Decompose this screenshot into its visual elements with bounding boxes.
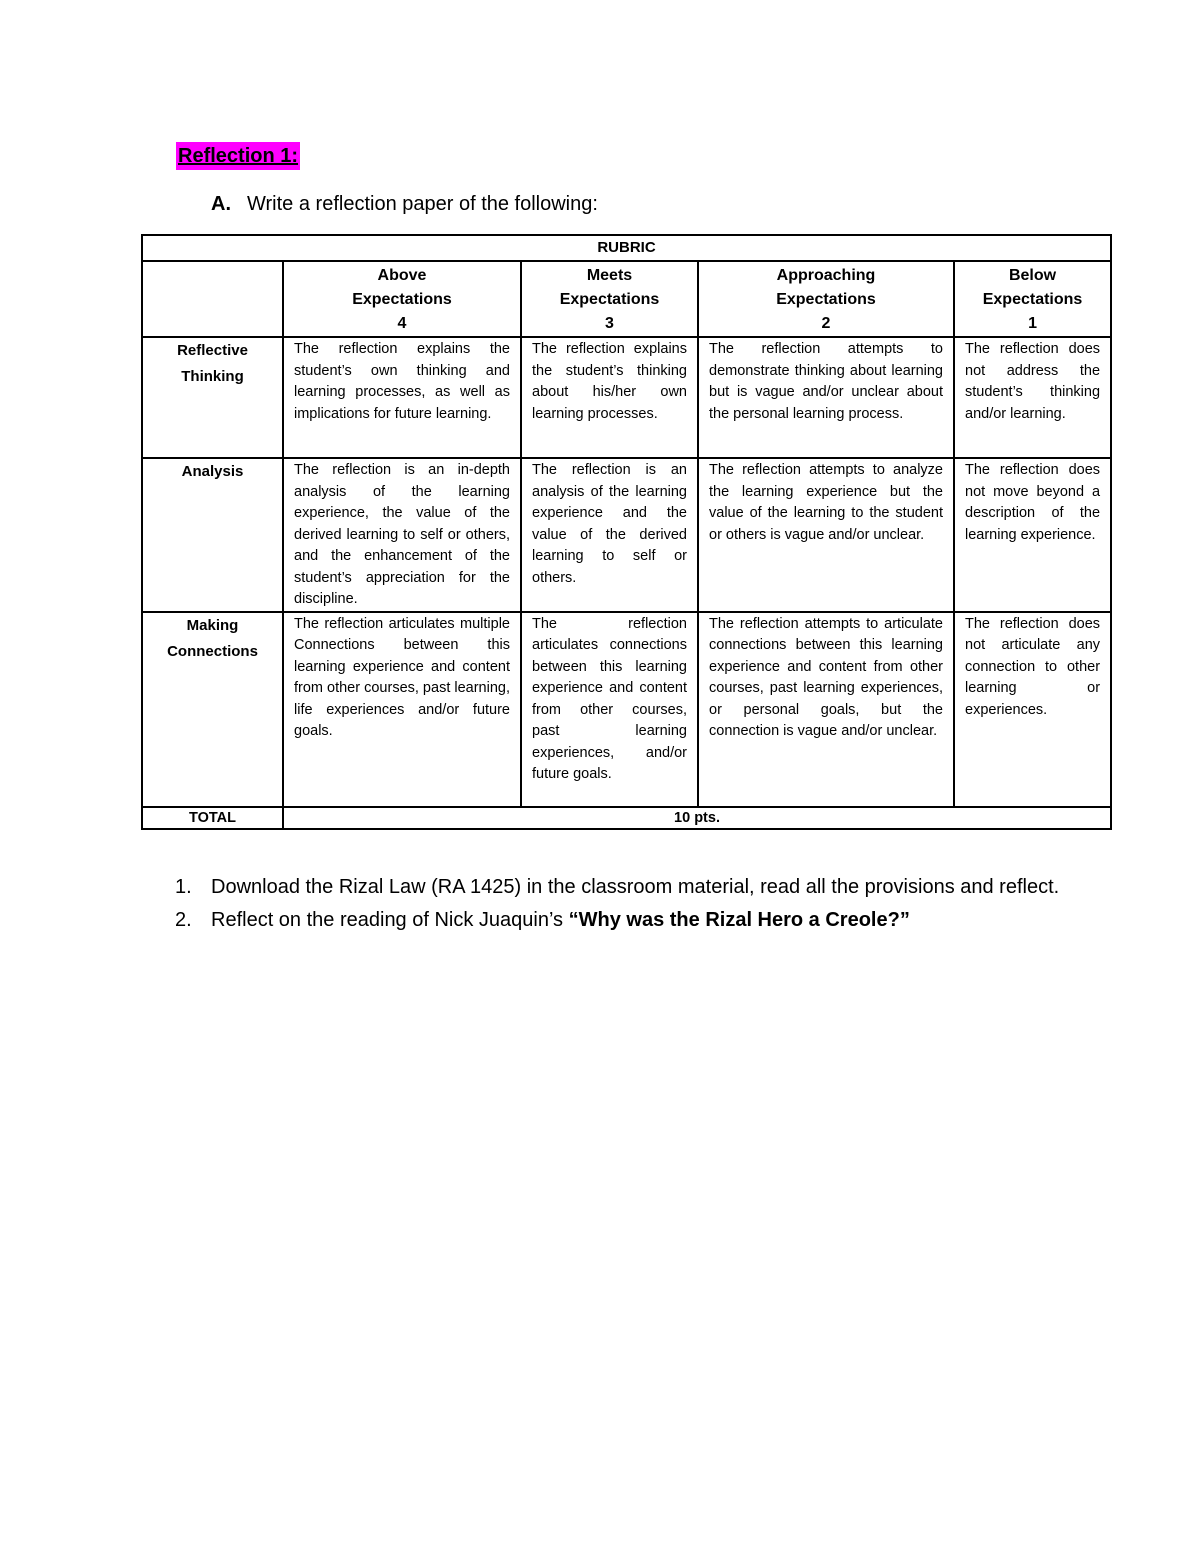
rubric-cell: The reflection articulates multiple Connections between this learning experience and content from other courses, past learning, life experiences and/or future goals.: [283, 612, 521, 807]
rubric-corner-cell: [142, 261, 283, 337]
rubric-cell: The reflection does not address the student’s thinking and/or learning.: [954, 337, 1111, 458]
level-name: Expectations: [776, 291, 876, 308]
level-name: Meets: [586, 267, 633, 284]
task-text: Download the Rizal Law (RA 1425) in the classroom material, read all the provisions and reflect.: [211, 876, 1060, 898]
rubric-row-analysis: [142, 458, 1111, 612]
level-name: Above: [377, 267, 427, 284]
task-number: 1.: [175, 876, 192, 898]
rubric-cell: The reflection does not move beyond a description of the learning experience.: [954, 458, 1111, 612]
rubric-cell: The reflection attempts to articulate connections between this learning experience and content from other courses, past learning experiences, or personal goals, but the connection is vague and/or unclear.: [698, 612, 954, 807]
total-label: TOTAL: [142, 807, 283, 829]
rubric-row-making-connections: [142, 612, 1111, 807]
level-header-above: [283, 261, 521, 337]
total-value: 10 pts.: [283, 807, 1111, 829]
criterion-reflective-thinking: [142, 337, 283, 458]
level-name: Expectations: [559, 291, 660, 308]
level-score: 3: [605, 315, 614, 332]
rubric-cell: The reflection is an analysis of the learning experience and the value of the derived learning to self or others.: [521, 458, 698, 612]
level-score: 1: [1028, 315, 1037, 332]
rubric-cell: The reflection attempts to analyze the learning experience but the value of the learning to the student or others is vague and/or unclear.: [698, 458, 954, 612]
rubric-header-row: [142, 261, 1111, 337]
task-text: Reflect on the reading of Nick Juaquin’s: [211, 909, 569, 931]
level-name: Expectations: [982, 291, 1083, 308]
criterion-analysis: [142, 458, 283, 612]
rubric-cell: The reflection is an in-depth analysis of the learning experience, the value of the derived learning to self or others, and the enhancement of the student’s appreciation for the discipline.: [283, 458, 521, 612]
level-header-approaching: [698, 261, 954, 337]
section-a-heading: [211, 190, 598, 218]
rubric-cell: The reflection attempts to demonstrate thinking about learning but is vague and/or unclear about the personal learning process.: [698, 337, 954, 458]
rubric-caption: RUBRIC: [142, 235, 1111, 261]
criterion-making-connections: [142, 612, 283, 807]
rubric-cell: The reflection does not articulate any connection to other learning or experiences.: [954, 612, 1111, 807]
section-text: Write a reflection paper of the following:: [247, 193, 598, 215]
level-header-meets: [521, 261, 698, 337]
criterion-label: Making: [186, 616, 239, 634]
task-list: [175, 872, 1075, 938]
section-marker: A.: [211, 193, 231, 215]
list-item: [175, 872, 1075, 903]
criterion-label: Analysis: [181, 463, 244, 480]
level-name: Approaching: [776, 267, 876, 284]
criterion-label: Reflective: [177, 342, 248, 359]
rubric-caption-row: [142, 235, 1111, 261]
criterion-label: Thinking: [181, 368, 244, 385]
rubric-cell: The reflection explains the student’s own thinking and learning processes, as well as implications for future learning.: [283, 337, 521, 458]
list-item: [175, 905, 1075, 936]
level-name: Below: [1008, 267, 1057, 284]
rubric-cell: The reflection articulates connections between this learning experience and content from other courses, past learning experiences, and/or future goals.: [521, 612, 698, 807]
rubric-total-row: [142, 807, 1111, 829]
level-score: 2: [821, 315, 831, 332]
level-header-below: [954, 261, 1111, 337]
reflection-title: Reflection 1:: [176, 142, 300, 170]
criterion-label: Connections: [167, 642, 258, 660]
task-emphasis: “Why was the Rizal Hero a Creole?”: [568, 909, 910, 931]
level-name: Expectations: [352, 291, 452, 308]
task-number: 2.: [175, 909, 192, 931]
level-score: 4: [397, 315, 407, 332]
rubric-table: [141, 234, 1112, 830]
rubric-row-reflective-thinking: [142, 337, 1111, 458]
rubric-cell: The reflection explains the student’s thinking about his/her own learning processes.: [521, 337, 698, 458]
